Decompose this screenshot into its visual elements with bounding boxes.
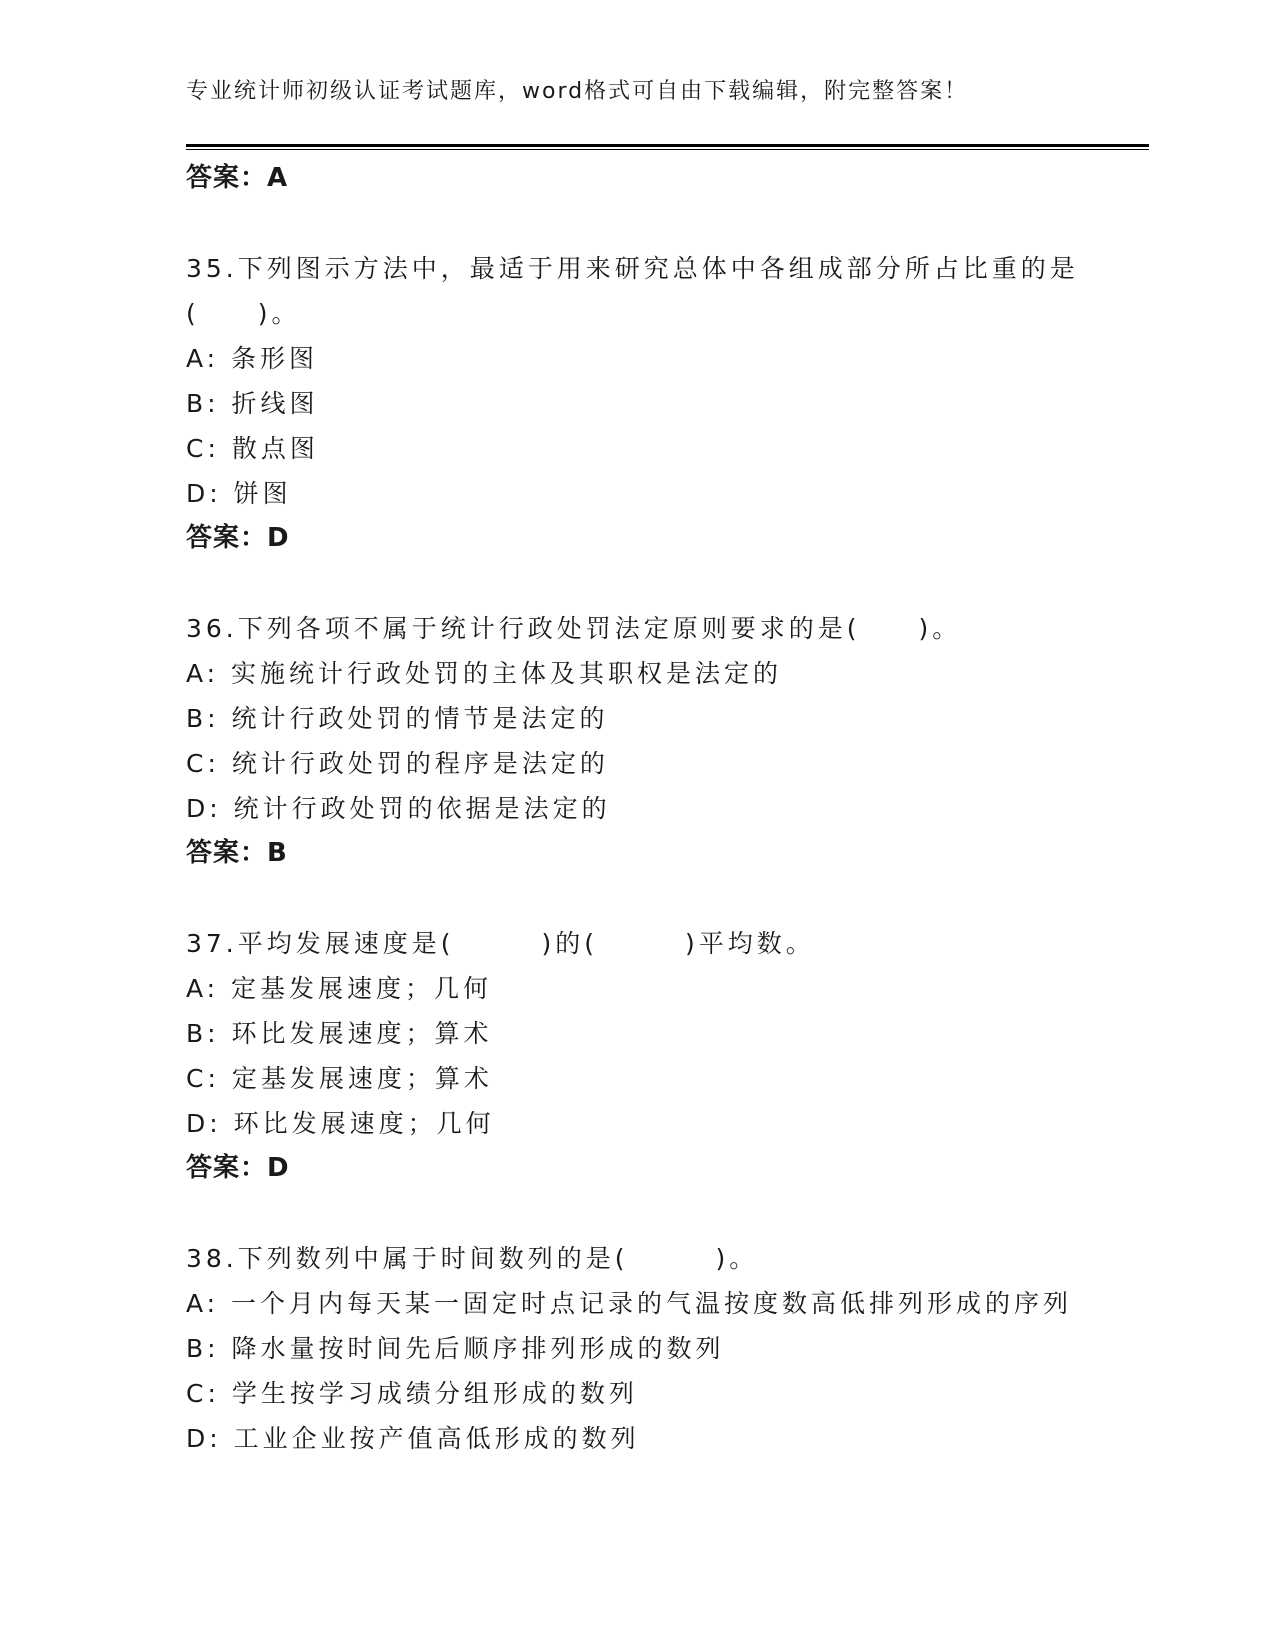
question-37-stem: 37.平均发展速度是( )的( )平均数。: [186, 929, 815, 958]
question-38-stem: 38.下列数列中属于时间数列的是( )。: [186, 1244, 759, 1273]
question-36-option-b: B: 统计行政处罚的情节是法定的: [186, 704, 609, 733]
spacer: [186, 201, 1166, 246]
question-36-option-c: C: 统计行政处罚的程序是法定的: [186, 749, 609, 778]
question-37-option-a: A: 定基发展速度；几何: [186, 974, 493, 1003]
question-36-option-d: D: 统计行政处罚的依据是法定的: [186, 794, 611, 823]
question-35-option-a: A: 条形图: [186, 344, 319, 373]
question-35-stem-line1: 35.下列图示方法中，最适于用来研究总体中各组成部分所占比重的是: [186, 254, 1079, 283]
question-35-stem-line2: ( )。: [186, 299, 301, 328]
question-36-option-a: A: 实施统计行政处罚的主体及其职权是法定的: [186, 659, 783, 688]
question-35-option-c: C: 散点图: [186, 434, 319, 463]
question-list: [186, 156, 1166, 1461]
answer-34: 答案：A: [186, 163, 289, 193]
question-35-option-d: D: 饼图: [186, 479, 292, 508]
question-38-option-c: C: 学生按学习成绩分组形成的数列: [186, 1379, 638, 1408]
question-37-option-b: B: 环比发展速度；算术: [186, 1019, 493, 1048]
question-36-stem: 36.下列各项不属于统计行政处罚法定原则要求的是( )。: [186, 614, 962, 643]
page-header: 专业统计师初级认证考试题库，word格式可自由下载编辑，附完整答案！: [186, 79, 969, 104]
question-38-option-a: A: 一个月内每天某一固定时点记录的气温按度数高低排列形成的序列: [186, 1289, 1073, 1318]
question-37-option-d: D: 环比发展速度；几何: [186, 1109, 495, 1138]
answer-36: 答案：B: [186, 838, 288, 868]
answer-37: 答案：D: [186, 1153, 290, 1183]
answer-35: 答案：D: [186, 523, 290, 553]
question-35-option-b: B: 折线图: [186, 389, 319, 418]
header-rule-thin: [186, 149, 1149, 150]
question-38-option-d: D: 工业企业按产值高低形成的数列: [186, 1424, 640, 1453]
spacer: [186, 876, 1166, 921]
question-37-option-c: C: 定基发展速度；算术: [186, 1064, 493, 1093]
question-38-option-b: B: 降水量按时间先后顺序排列形成的数列: [186, 1334, 725, 1363]
header-rule-thick: [186, 144, 1149, 147]
spacer: [186, 561, 1166, 606]
spacer: [186, 1191, 1166, 1236]
